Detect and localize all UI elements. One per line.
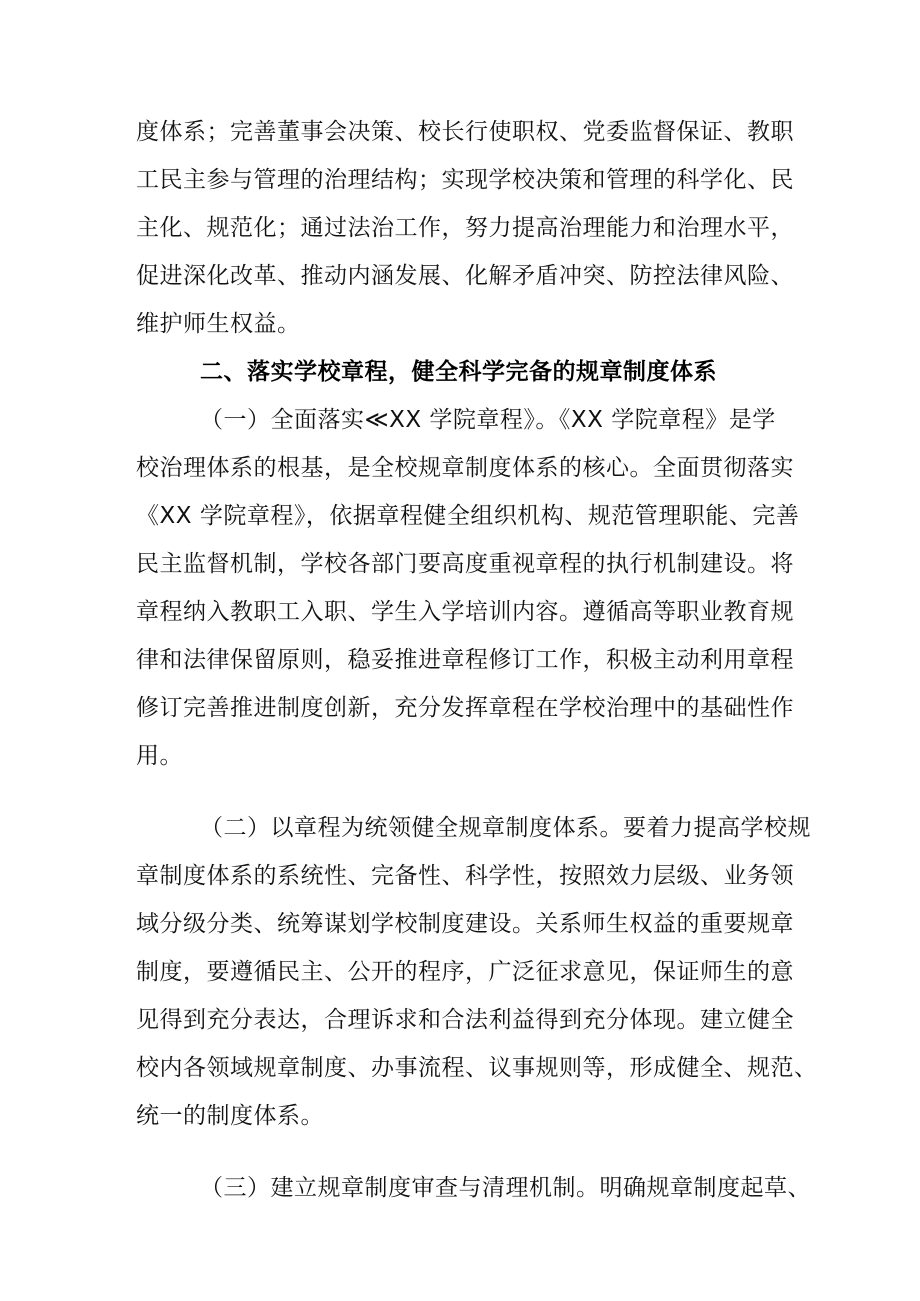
paragraph-first-line: （一）全面落实≪XX 学院章程》。《XX 学院章程》是学 bbox=[200, 407, 776, 433]
paragraph-first-line: （二）以章程为统领健全规章制度体系。要着力提高学校规 bbox=[200, 815, 811, 841]
body-line: 章程纳入教职工入职、学生入学培训内容。遵循高等职业教育规 bbox=[136, 599, 794, 625]
body-line: 用。 bbox=[136, 743, 183, 769]
body-line: 校治理体系的根基，是全校规章制度体系的核心。全面贯彻落实 bbox=[136, 455, 794, 481]
body-line: 统一的制度体系。 bbox=[136, 1103, 324, 1129]
paragraph-first-line: （三）建立规章制度审查与清理机制。明确规章制度起草、 bbox=[200, 1175, 811, 1201]
body-line: 律和法律保留原则，稳妥推进章程修订工作，积极主动利用章程 bbox=[136, 647, 794, 673]
body-line: 主化、规范化；通过法治工作，努力提高治理能力和治理水平， bbox=[136, 215, 794, 241]
body-line: 校内各领域规章制度、办事流程、议事规则等，形成健全、规范、 bbox=[136, 1055, 818, 1081]
body-line: 维护师生权益。 bbox=[136, 311, 301, 337]
body-line: 见得到充分表达，合理诉求和合法利益得到充分体现。建立健全 bbox=[136, 1007, 794, 1033]
body-line: 民主监督机制，学校各部门要高度重视章程的执行机制建设。将 bbox=[136, 551, 794, 577]
body-line: 章制度体系的系统性、完备性、科学性，按照效力层级、业务领 bbox=[136, 863, 794, 889]
body-line: 制度，要遵循民主、公开的程序，广泛征求意见，保证师生的意 bbox=[136, 959, 794, 985]
body-line: 域分级分类、统筹谋划学校制度建设。关系师生权益的重要规章 bbox=[136, 911, 794, 937]
body-line: 《XX 学院章程》，依据章程健全组织机构、规范管理职能、完善 bbox=[136, 503, 800, 529]
body-line: 促进深化改革、推动内涵发展、化解矛盾冲突、防控法律风险、 bbox=[136, 263, 794, 289]
section-heading: 二、落实学校章程，健全科学完备的规章制度体系 bbox=[200, 359, 717, 385]
body-line: 工民主参与管理的治理结构；实现学校决策和管理的科学化、民 bbox=[136, 167, 794, 193]
body-line: 度体系；完善董事会决策、校长行使职权、党委监督保证、教职 bbox=[136, 119, 794, 145]
body-line: 修订完善推进制度创新，充分发挥章程在学校治理中的基础性作 bbox=[136, 695, 794, 721]
